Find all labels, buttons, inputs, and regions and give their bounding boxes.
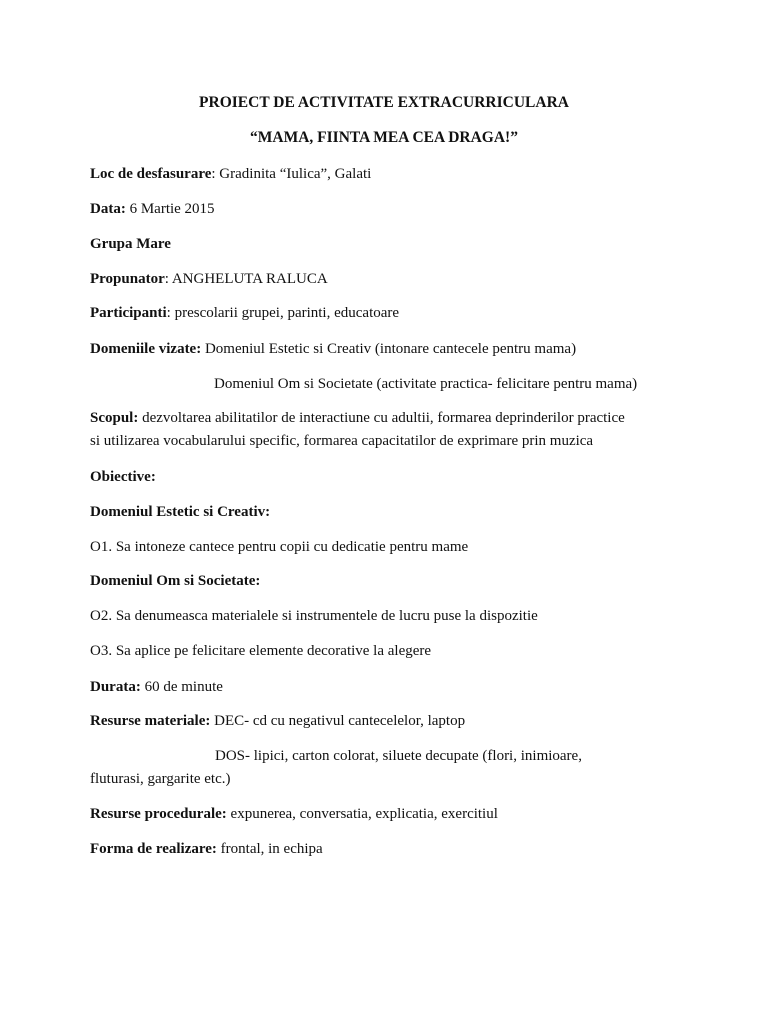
domenii-line: [90, 340, 576, 358]
objective-o3: O3. Sa aplice pe felicitare elemente decorative la alegere: [90, 643, 432, 659]
domeniul-estetic-heading-text: Domeniul Estetic si Creativ:: [90, 504, 271, 520]
propunator-label: Propunator: [90, 271, 165, 287]
resurse-procedurale-line: [90, 805, 498, 823]
document-title: PROIECT DE ACTIVITATE EXTRACURRICULARA: [199, 94, 569, 111]
propunator-value: : ANGHELUTA RALUCA: [164, 271, 328, 287]
domenii-label: Domeniile vizate:: [90, 341, 202, 357]
resurse-procedurale-label: Resurse procedurale:: [90, 806, 227, 822]
resurse-materiale-value-1: DEC- cd cu negativul cantecelelor, laptop: [210, 713, 466, 729]
durata-line: [90, 678, 223, 696]
domeniul-om-heading-text: Domeniul Om si Societate:: [90, 573, 261, 589]
forma-label: Forma de realizare:: [90, 841, 217, 857]
scopul-line: [90, 409, 625, 427]
objective-o2: O2. Sa denumeasca materialele si instrumentele de lucru puse la dispozitie: [90, 608, 538, 624]
loc-label: Loc de desfasurare: [90, 166, 212, 182]
forma-value: frontal, in echipa: [216, 841, 323, 857]
resurse-procedurale-value: expunerea, conversatia, explicatia, exercitiul: [226, 806, 498, 822]
obiective-heading-text: Obiective:: [90, 469, 156, 485]
scopul-label: Scopul:: [90, 410, 139, 426]
forma-line: [90, 840, 323, 858]
resurse-materiale-label: Resurse materiale:: [90, 713, 211, 729]
scopul-text-2: si utilizarea vocabularului specific, formarea capacitatilor de exprimare prin muzica: [90, 433, 594, 449]
participanti-line: [90, 304, 399, 322]
grupa-label: Grupa Mare: [90, 236, 171, 252]
participanti-value: : prescolarii grupei, parinti, educatoare: [166, 305, 400, 321]
loc-value: : Gradinita “Iulica”, Galati: [211, 166, 372, 182]
scopul-text-1: dezvoltarea abilitatilor de interactiune cu adultii, formarea deprinderilor practice: [138, 410, 625, 426]
participanti-label: Participanti: [90, 305, 167, 321]
grupa-line: [90, 235, 171, 253]
document-subtitle: “MAMA, FIINTA MEA CEA DRAGA!”: [250, 129, 518, 146]
resurse-materiale-value-2: DOS- lipici, carton colorat, siluete decupate (flori, inimioare,: [215, 748, 582, 764]
durata-value: 60 de minute: [140, 679, 223, 695]
obiective-heading: [90, 468, 156, 486]
durata-label: Durata:: [90, 679, 141, 695]
domeniul-om-heading: [90, 572, 260, 590]
domeniul-estetic-heading: [90, 503, 270, 521]
data-line: [90, 200, 215, 218]
objective-o1: O1. Sa intoneze cantece pentru copii cu dedicatie pentru mame: [90, 539, 469, 555]
domenii-value-2: Domeniul Om si Societate (activitate practica- felicitare pentru mama): [214, 376, 638, 392]
loc-line: [90, 165, 371, 183]
resurse-materiale-line: [90, 712, 465, 730]
data-label: Data:: [90, 201, 126, 217]
resurse-materiale-value-3: fluturasi, gargarite etc.): [90, 771, 231, 787]
data-value: 6 Martie 2015: [125, 201, 215, 217]
propunator-line: [90, 270, 328, 288]
domenii-value-1: Domeniul Estetic si Creativ (intonare cantecele pentru mama): [201, 341, 577, 357]
